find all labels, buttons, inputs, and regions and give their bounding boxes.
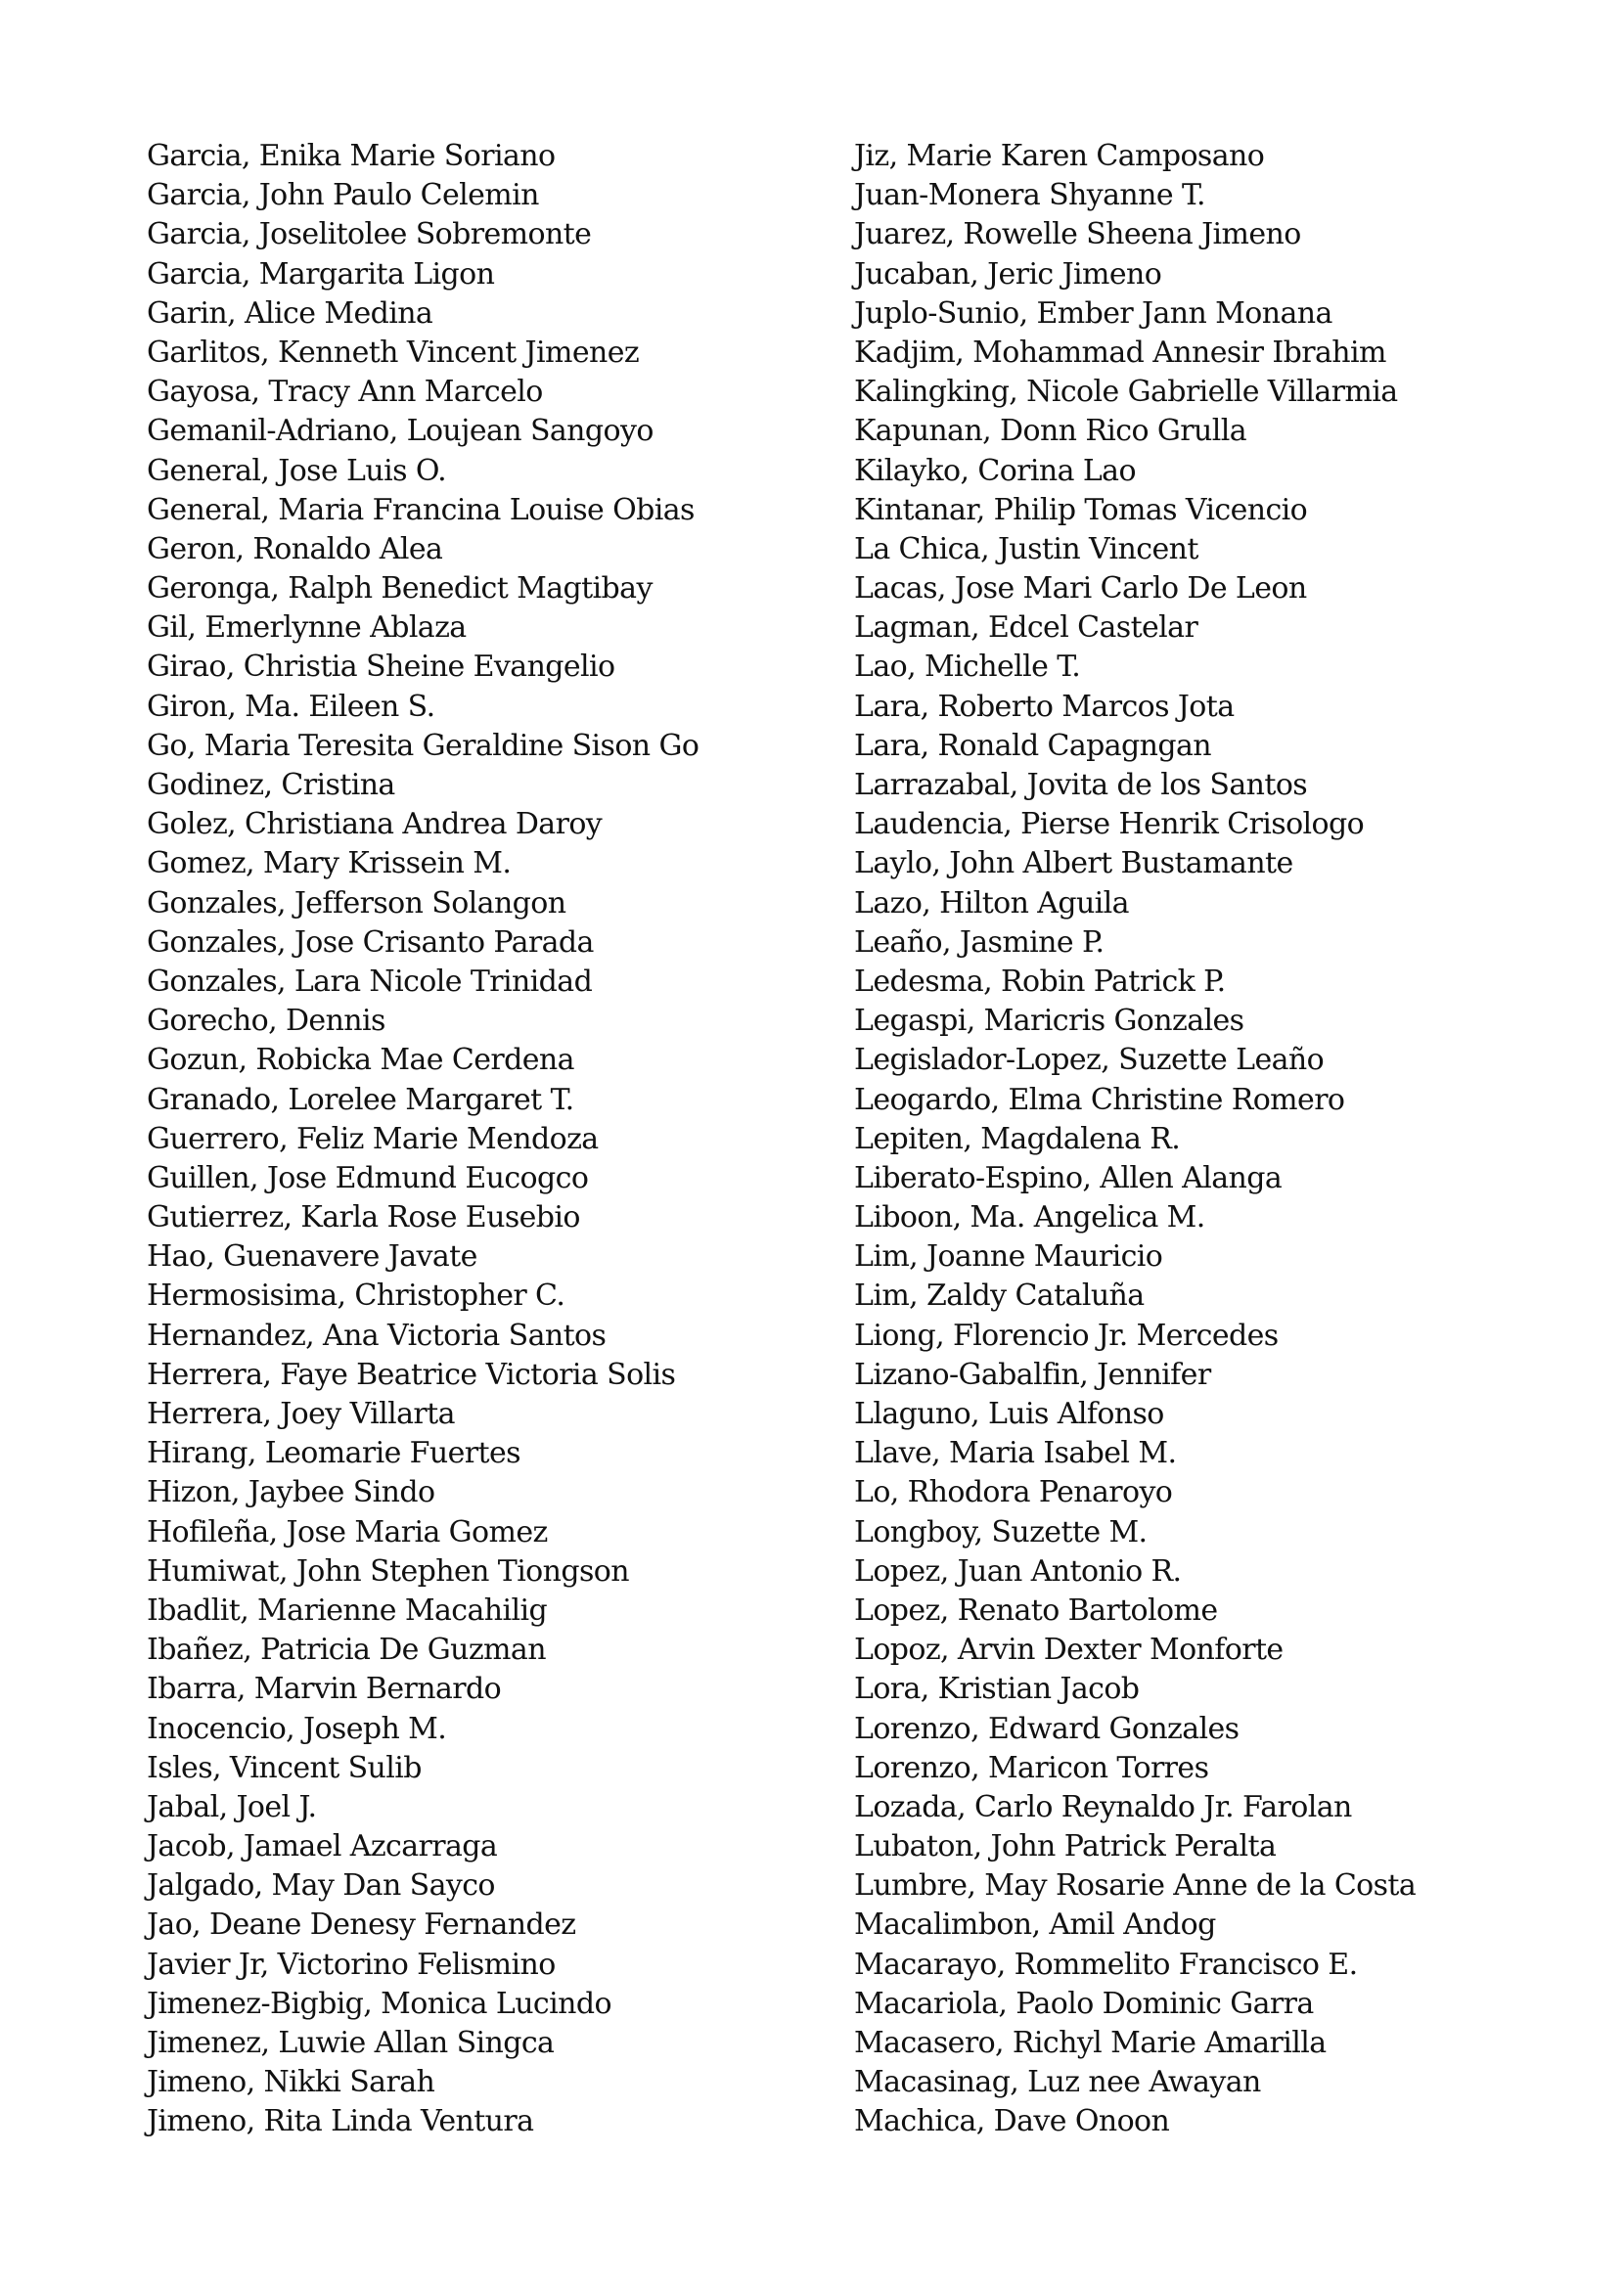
name-entry: Hirang, Leomarie Fuertes [147,1436,520,1471]
name-entry: Lacas, Jose Mari Carlo De Leon [854,571,1307,606]
name-column-left [147,137,699,2142]
name-entry: Larrazabal, Jovita de los Santos [854,768,1308,802]
name-entry: Giron, Ma. Eileen S. [147,689,435,724]
name-entry: Herrera, Joey Villarta [147,1397,455,1431]
name-entry: Gayosa, Tracy Ann Marcelo [147,375,543,410]
name-entry: Jacob, Jamael Azcarraga [147,1829,498,1864]
name-entry: Kintanar, Philip Tomas Vicencio [854,492,1308,527]
name-entry: Garcia, John Paulo Celemin [147,178,539,213]
name-entry: Hermosisima, Christopher C. [147,1279,565,1314]
name-entry: Lubaton, John Patrick Peralta [854,1829,1277,1864]
name-entry: Juarez, Rowelle Sheena Jimeno [854,217,1301,252]
name-entry: Kadjim, Mohammad Annesir Ibrahim [854,335,1386,370]
name-entry: Juan-Monera Shyanne T. [854,178,1205,213]
name-entry: Llaguno, Luis Alfonso [854,1397,1164,1431]
name-entry: Jao, Deane Denesy Fernandez [147,1908,576,1943]
name-entry: Lim, Joanne Mauricio [854,1239,1163,1275]
name-entry: General, Maria Francina Louise Obias [147,492,695,527]
name-entry: General, Jose Luis O. [147,453,447,488]
name-entry: Ibarra, Marvin Bernardo [147,1672,502,1707]
name-entry: Ibañez, Patricia De Guzman [147,1633,546,1668]
name-entry: Herrera, Faye Beatrice Victoria Solis [147,1357,676,1392]
name-entry: Lora, Kristian Jacob [854,1672,1140,1707]
name-entry: Lopez, Renato Bartolome [854,1593,1218,1628]
name-entry: Laylo, John Albert Bustamante [854,846,1293,881]
name-entry: Girao, Christia Sheine Evangelio [147,650,615,685]
name-entry: Jimeno, Nikki Sarah [147,2065,435,2100]
name-entry: Ibadlit, Marienne Macahilig [147,1593,548,1628]
name-entry: Laudencia, Pierse Henrik Crisologo [854,807,1365,842]
name-entry: Lepiten, Magdalena R. [854,1121,1181,1156]
name-entry: Macarayo, Rommelito Francisco E. [854,1947,1358,1982]
name-entry: Gonzales, Jefferson Solangon [147,885,566,920]
name-entry: Lizano-Gabalfin, Jennifer [854,1357,1211,1392]
name-entry: Gozun, Robicka Mae Cerdena [147,1043,574,1078]
name-entry: Gonzales, Jose Crisanto Parada [147,924,594,960]
name-entry: Humiwat, John Stephen Tiongson [147,1553,629,1589]
name-entry: Lagman, Edcel Castelar [854,610,1198,646]
name-entry: Godinez, Cristina [147,768,395,802]
name-entry: Gorecho, Dennis [147,1004,385,1039]
name-entry: Isles, Vincent Sulib [147,1750,422,1785]
name-entry: Kapunan, Donn Rico Grulla [854,414,1247,449]
name-entry: Macariola, Paolo Dominic Garra [854,1986,1314,2021]
name-entry: Inocencio, Joseph M. [147,1711,447,1746]
name-entry: Macasero, Richyl Marie Amarilla [854,2026,1327,2060]
name-entry: Guerrero, Feliz Marie Mendoza [147,1121,599,1156]
name-entry: Garcia, Joselitolee Sobremonte [147,217,592,252]
name-entry: Jucaban, Jeric Jimeno [854,256,1162,292]
name-column-right [854,137,1416,2142]
name-entry: Ledesma, Robin Patrick P. [854,964,1226,999]
name-entry: Gomez, Mary Krissein M. [147,846,512,881]
name-entry: Lozada, Carlo Reynaldo Jr. Farolan [854,1789,1352,1824]
name-entry: Gemanil-Adriano, Loujean Sangoyo [147,414,654,449]
name-entry: Jimenez-Bigbig, Monica Lucindo [147,1986,611,2021]
name-entry: Jabal, Joel J. [147,1789,317,1824]
name-entry: Lopoz, Arvin Dexter Monforte [854,1633,1284,1668]
name-entry: Kalingking, Nicole Gabrielle Villarmia [854,375,1398,410]
name-entry: Liong, Florencio Jr. Mercedes [854,1318,1279,1353]
name-entry: Legaspi, Maricris Gonzales [854,1004,1244,1039]
name-entry: Hizon, Jaybee Sindo [147,1475,435,1510]
name-entry: Longboy, Suzette M. [854,1514,1148,1549]
name-entry: Geron, Ronaldo Alea [147,531,443,566]
name-entry: Llave, Maria Isabel M. [854,1436,1177,1471]
name-entry: Garin, Alice Medina [147,295,433,331]
name-entry: Liberato-Espino, Allen Alanga [854,1160,1283,1195]
name-entry: Garcia, Enika Marie Soriano [147,139,556,173]
name-entry: Guillen, Jose Edmund Eucogco [147,1160,589,1195]
name-entry: Garcia, Margarita Ligon [147,256,495,292]
name-entry: Lara, Roberto Marcos Jota [854,689,1235,724]
name-entry: Lim, Zaldy Cataluña [854,1279,1145,1314]
name-entry: La Chica, Justin Vincent [854,531,1198,566]
name-entry: Legislador-Lopez, Suzette Leaño [854,1043,1325,1078]
name-entry: Machica, Dave Onoon [854,2104,1170,2139]
name-entry: Lazo, Hilton Aguila [854,885,1129,920]
name-entry: Geronga, Ralph Benedict Magtibay [147,571,653,606]
name-entry: Macalimbon, Amil Andog [854,1908,1216,1943]
name-entry: Lopez, Juan Antonio R. [854,1553,1182,1589]
name-entry: Kilayko, Corina Lao [854,453,1136,488]
name-entry: Leogardo, Elma Christine Romero [854,1082,1345,1117]
name-entry: Granado, Lorelee Margaret T. [147,1082,574,1117]
name-entry: Go, Maria Teresita Geraldine Sison Go [147,728,699,763]
name-entry: Lao, Michelle T. [854,650,1081,685]
name-entry: Lorenzo, Edward Gonzales [854,1711,1240,1746]
name-entry: Jiz, Marie Karen Camposano [854,139,1265,173]
name-entry: Golez, Christiana Andrea Daroy [147,807,603,842]
name-entry: Leaño, Jasmine P. [854,924,1105,960]
name-entry: Gutierrez, Karla Rose Eusebio [147,1200,580,1235]
name-entry: Jalgado, May Dan Sayco [147,1868,495,1904]
name-entry: Hofileña, Jose Maria Gomez [147,1514,548,1549]
name-entry: Lara, Ronald Capagngan [854,728,1211,763]
name-entry: Javier Jr, Victorino Felismino [147,1947,556,1982]
name-entry: Lorenzo, Maricon Torres [854,1750,1209,1785]
name-entry: Hao, Guenavere Javate [147,1239,477,1275]
name-entry: Lo, Rhodora Penaroyo [854,1475,1173,1510]
name-entry: Macasinag, Luz nee Awayan [854,2065,1261,2100]
name-entry: Jimeno, Rita Linda Ventura [147,2104,534,2139]
name-entry: Gonzales, Lara Nicole Trinidad [147,964,593,999]
name-entry: Hernandez, Ana Victoria Santos [147,1318,607,1353]
name-entry: Gil, Emerlynne Ablaza [147,610,467,646]
name-entry: Garlitos, Kenneth Vincent Jimenez [147,335,640,370]
name-entry: Liboon, Ma. Angelica M. [854,1200,1205,1235]
name-entry: Lumbre, May Rosarie Anne de la Costa [854,1868,1417,1904]
name-entry: Juplo-Sunio, Ember Jann Monana [854,295,1332,331]
name-entry: Jimenez, Luwie Allan Singca [147,2026,555,2060]
